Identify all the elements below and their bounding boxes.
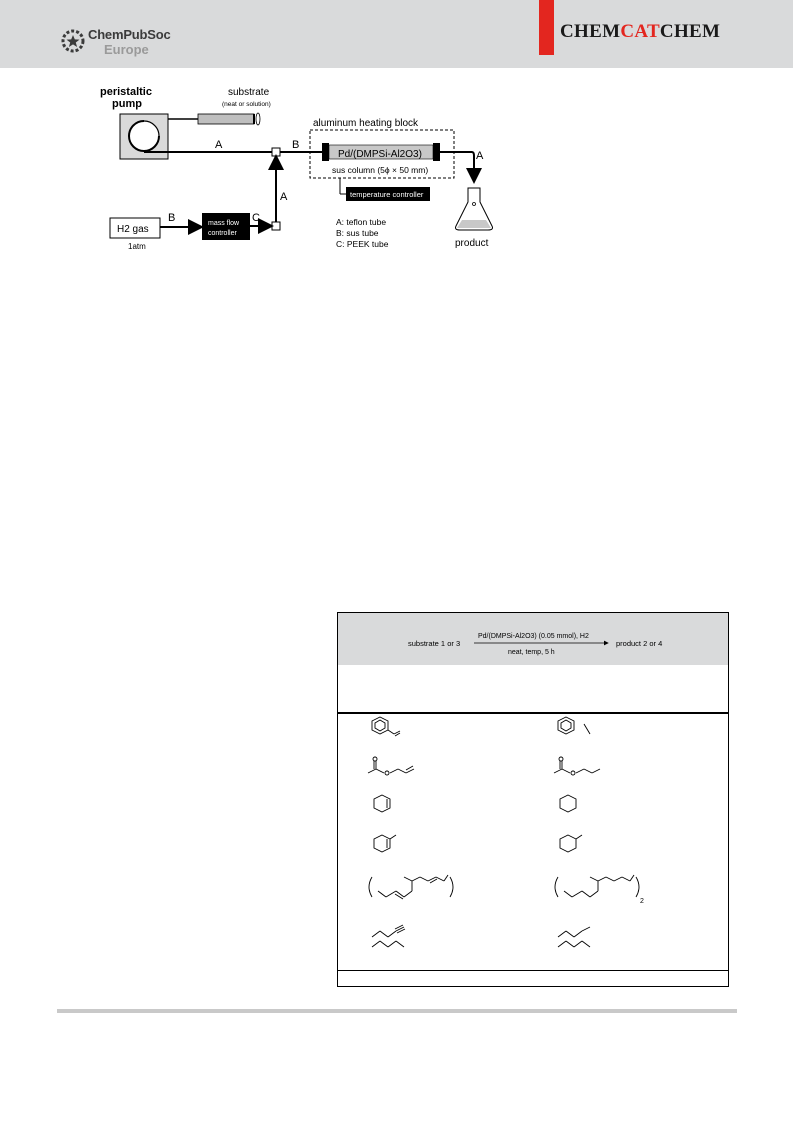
substrate-syringe	[198, 114, 254, 124]
accent-bar	[539, 0, 554, 55]
structure-saturated-polymer	[555, 875, 639, 897]
junction-bottom	[272, 222, 280, 230]
tube-a-outlet	[440, 152, 474, 180]
journal-title-mid: CAT	[620, 21, 660, 42]
structure-allyl-acetate	[368, 757, 414, 775]
structure-propyl-acetate	[554, 757, 600, 775]
structure-ethylbenzene	[558, 717, 590, 734]
column-label: sus column (5ϕ × 50 mm)	[332, 165, 429, 175]
structure-styrene	[372, 717, 400, 736]
tube-b-label-1: B	[292, 139, 300, 151]
structure-alkyne	[372, 925, 405, 947]
pump-label-1: peristaltic	[100, 86, 152, 98]
reaction-conditions-top: Pd/(DMPSi-Al2O3) (0.05 mmol), H2	[478, 633, 589, 640]
table-rule-top	[338, 712, 728, 714]
column-cap-left	[322, 143, 329, 161]
product-label: product	[455, 238, 489, 249]
table-rule-bottom	[338, 970, 728, 971]
publisher-sub: Europe	[104, 42, 149, 57]
junction-top	[272, 148, 280, 156]
structure-alkane	[558, 927, 590, 947]
tube-a-label-1: A	[215, 139, 223, 151]
pump-label-2: pump	[112, 98, 142, 110]
reaction-conditions-bottom: neat, temp, 5 h	[508, 649, 555, 656]
reaction-left: substrate 1 or 3	[408, 639, 461, 648]
temp-controller-label: temperature controller	[350, 190, 424, 199]
gear-star-icon	[60, 27, 88, 55]
substrate-label: substrate	[228, 87, 270, 98]
flow-reactor-scheme	[100, 80, 520, 260]
flask-liquid	[457, 220, 491, 228]
structure-methylcyclohexane	[560, 835, 582, 852]
footer-rule	[57, 1009, 737, 1013]
results-table	[337, 612, 729, 987]
tube-a-label-2: A	[280, 191, 288, 203]
reaction-equation	[338, 613, 728, 665]
journal-title-right: CHEM	[659, 21, 721, 42]
journal-title	[560, 21, 720, 43]
column-cap-right	[433, 143, 440, 161]
mfc-label-2: controller	[208, 230, 237, 237]
tube-a-label-3: A	[476, 150, 484, 162]
structure-cyclohexane	[560, 795, 576, 812]
legend-c: C: PEEK tube	[336, 239, 389, 249]
pressure-label: 1atm	[128, 242, 146, 251]
structure-cyclohexene	[374, 795, 390, 812]
tube-b-label-2: B	[168, 212, 176, 224]
structure-grid	[338, 715, 728, 969]
tube-c-label: C	[252, 212, 260, 224]
page-header	[0, 0, 793, 68]
reaction-right: product 2 or 4	[616, 639, 663, 648]
legend-a: A: teflon tube	[336, 217, 387, 227]
mfc-label-1: mass flow	[208, 220, 240, 227]
structure-diene-polymer	[369, 875, 453, 899]
legend-b: B: sus tube	[336, 228, 379, 238]
publisher-name: ChemPubSoc	[88, 27, 171, 42]
chempubsoc-logo	[60, 25, 200, 65]
h2-gas-label: H2 gas	[117, 224, 149, 235]
structure-methylcyclohexene	[374, 835, 396, 852]
heating-block-label: aluminum heating block	[313, 118, 419, 129]
substrate-note: (neat or solution)	[222, 101, 271, 108]
catalyst-label: Pd/(DMPSi-Al2O3)	[338, 149, 422, 160]
journal-title-left: CHEM	[560, 21, 621, 42]
syringe-end	[256, 113, 260, 125]
polymer-subscript: 2	[640, 898, 644, 905]
